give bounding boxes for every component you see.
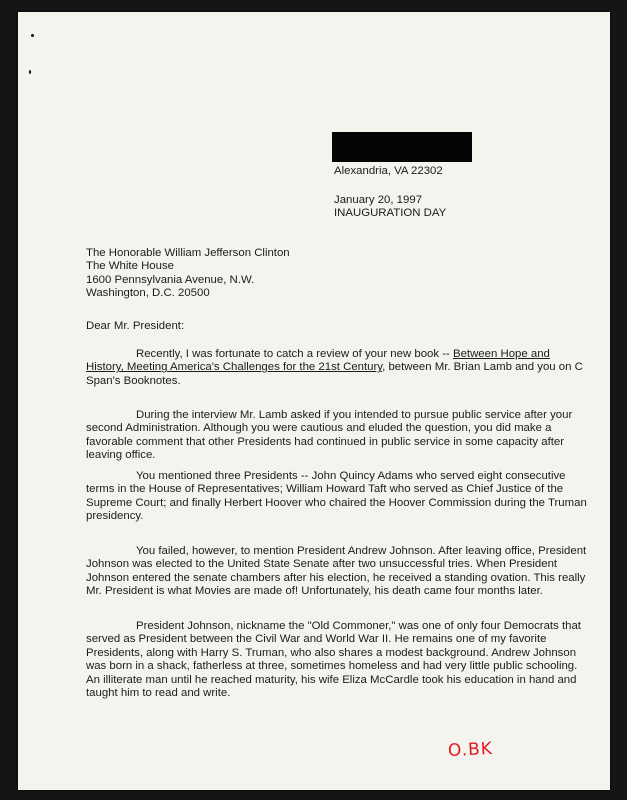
recipient-address [86, 247, 290, 301]
paragraph-3: You mentioned three Presidents -- John Quincy Adams who served eight consecutive terms in the House of Representatives; William Howard Taft who served as Chief Justice of the Supreme Court; and finally Herbert Hoover who chaired the Hoover Commission during the Truman presidency. [86, 470, 587, 523]
paragraph-1-end: , between Mr. Brian Lamb and you on C Span's Booknotes. [86, 361, 583, 387]
scan-speck [31, 34, 34, 37]
letter-page [18, 12, 610, 790]
letter-date [334, 194, 446, 221]
sender-city-line: Alexandria, VA 22302 [334, 165, 443, 177]
occasion-line: INAUGURATION DAY [334, 207, 447, 220]
paragraph-2: During the interview Mr. Lamb asked if you intended to pursue public service after your second Administration. Although you were cautious and eluded the question, you did make a favorable comment that other Presidents had continued in public service in some capacity after leaving office. [86, 409, 573, 462]
recipient-name: The Honorable William Jefferson Clinton [86, 247, 290, 259]
recipient-city: Washington, D.C. 20500 [86, 287, 210, 300]
salutation: Dear Mr. President: [86, 320, 185, 332]
date-line: January 20, 1997 [334, 194, 423, 206]
scan-speck [29, 70, 31, 74]
paragraph-1-start: Recently, I was fortunate to catch a review of your new book -- [136, 348, 453, 360]
recipient-org: The White House [86, 260, 174, 273]
sender-address [334, 165, 443, 178]
paragraph-1 [86, 348, 588, 388]
recipient-street: 1600 Pennsylvania Avenue, N.W. [86, 273, 255, 286]
book-title: Between Hope and History, Meeting America's Challenges for the 21st Century [86, 348, 550, 374]
handwritten-initials: O.BK [447, 738, 494, 762]
paragraph-5: President Johnson, nickname the "Old Commoner," was one of only four Democrats that served as President between the Civil War and World War II. He remains one of my favorite Presidents, along with Harry S. Truman, who also shares a modest background. Andrew Johnson was born in a shack, fatherless at three, sometimes homeless and had very little public schooling. An illiterate man until he reached maturity, his wife Eliza McCardle took his education in hand and taught him to read and write. [86, 620, 581, 700]
paragraph-4: You failed, however, to mention President Andrew Johnson. After leaving office, President Johnson was elected to the United State Senate after two unsuccessful tries. When President Johnson entered the senate chambers after his election, he received a standing ovation. This really Mr. President is what Movies are made of! Unfortunately, his death came four months later. [86, 545, 587, 598]
redacted-sender-name [332, 132, 472, 162]
